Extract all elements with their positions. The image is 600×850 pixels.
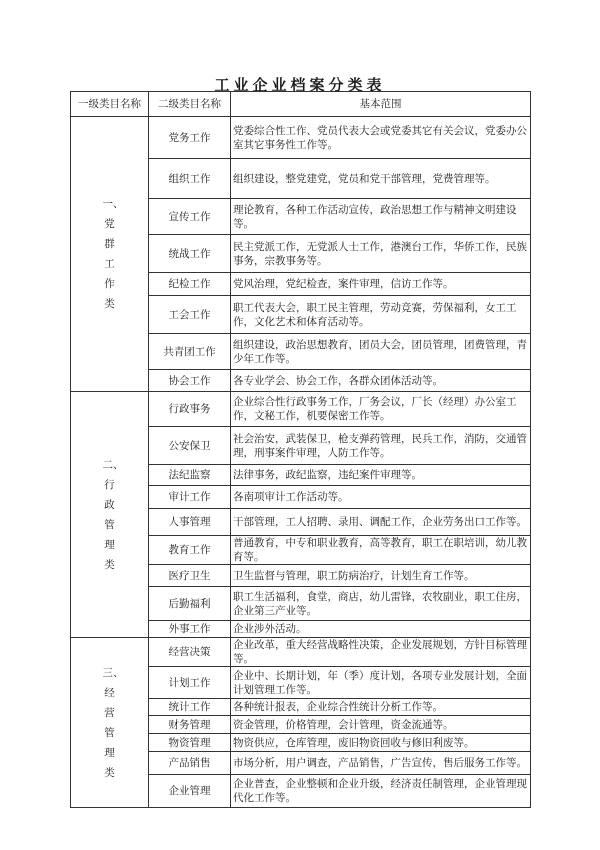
table-body [71,117,531,808]
scope-text: 卫生监督与管理，职工防病治疗，计划生育工作等。 [231,565,531,587]
scope-text: 企业中、长期计划，年（季）度计划，各项专业发展计划，全面计划管理工作等。 [231,667,531,699]
scope-text: 企业改革，重大经营战略性决策，企业发展规划，方针目标管理等。 [231,638,531,667]
level2-category: 经营决策 [149,638,231,667]
scope-text: 各种统计报表，企业综合性统计分析工作等。 [231,699,531,716]
level2-category: 宣传工作 [149,199,231,235]
scope-text: 企业综合性行政事务工作，厂务会议，厂长（经理）办公室工作，文秘工作，机要保密工作等。 [231,392,531,427]
table-row [71,117,531,159]
scope-text: 民主党派工作，无党派人士工作，港澳台工作，华侨工作，民族事务，宗教事务等。 [231,235,531,273]
scope-text: 党风治理，党纪检查，案件审理，信访工作等。 [231,273,531,296]
table-row [71,638,531,667]
scope-text: 理论教育，各种工作活动宣传，政治思想工作与精神文明建设等。 [231,199,531,235]
scope-text: 职工代表大会，职工民主管理，劳动竞赛，劳保福利，女工工作，文化艺术和体育活动等。 [231,296,531,334]
level1-category-label: 二、行政管理类 [102,458,124,571]
header-level1: 一级类目名称 [71,92,149,117]
table-header-row [71,92,531,117]
level2-category: 共青团工作 [149,334,231,370]
level1-category-label: 三、经营管理类 [102,666,124,779]
level2-category: 企业管理 [149,775,231,808]
level2-category: 组织工作 [149,159,231,199]
level2-category: 行政事务 [149,392,231,427]
scope-text: 物资供应，仓库管理，废旧物资回收与修旧利废等。 [231,734,531,752]
scope-text: 职工生活福利，食堂，商店，幼儿雷锋，农牧副业，职工住房，企业第三产业等。 [231,587,531,621]
scope-text: 法律事务，政纪监察，违纪案件审理等。 [231,465,531,486]
scope-text: 社会治安，武装保卫，枪支弹药管理，民兵工作，消防，交通管理，刑事案件审理，人防工作等。 [231,427,531,465]
level2-category: 外事工作 [149,621,231,638]
scope-text: 各专业学会、协会工作，各群众团体活动等。 [231,370,531,392]
table-row [71,392,531,427]
level2-category: 纪检工作 [149,273,231,296]
level1-category-label: 一、党群工作类 [102,198,124,310]
scope-text: 干部管理，工人招聘、录用、调配工作，企业劳务出口工作等。 [231,509,531,536]
header-scope: 基本范围 [231,92,531,117]
level2-category: 党务工作 [149,117,231,159]
level2-category: 工会工作 [149,296,231,334]
scope-text: 普通教育，中专和职业教育，高等教育，职工在职培训，幼儿教育等。 [231,536,531,565]
classification-table [70,91,531,808]
level2-category: 后勤福利 [149,587,231,621]
level2-category: 公安保卫 [149,427,231,465]
scope-text: 企业普查，企业整顿和企业升级，经济责任制管理，企业管理现代化工作等。 [231,775,531,808]
scope-text: 组织建设，政治思想教育，团员大会，团员管理，团费管理，青少年工作等。 [231,334,531,370]
level2-category: 人事管理 [149,509,231,536]
level2-category: 物资管理 [149,734,231,752]
level2-category: 财务管理 [149,716,231,734]
page-title: 工业企业档案分类表 [214,76,386,94]
scope-text: 市场分析，用户调查，产品销售，广告宣传，售后服务工作等。 [231,752,531,775]
level2-category: 计划工作 [149,667,231,699]
level2-category: 协会工作 [149,370,231,392]
scope-text: 资金管理，价格管理，会计管理，资金流通等。 [231,716,531,734]
header-level2: 二级类目名称 [149,92,231,117]
level2-category: 产品销售 [149,752,231,775]
level1-category [71,117,149,392]
scope-text: 企业涉外活动。 [231,621,531,638]
scope-text: 组织建设，整党建党，党员和党干部管理，党费管理等。 [231,159,531,199]
scope-text: 党委综合性工作、党员代表大会或党委其它有关会议，党委办公室其它事务性工作等。 [231,117,531,159]
level1-category [71,392,149,638]
level2-category: 统计工作 [149,699,231,716]
scope-text: 各南项审计工作活动等。 [231,486,531,509]
level2-category: 法纪监察 [149,465,231,486]
level1-category [71,638,149,808]
level2-category: 教育工作 [149,536,231,565]
level2-category: 医疗卫生 [149,565,231,587]
level2-category: 统战工作 [149,235,231,273]
level2-category: 审计工作 [149,486,231,509]
